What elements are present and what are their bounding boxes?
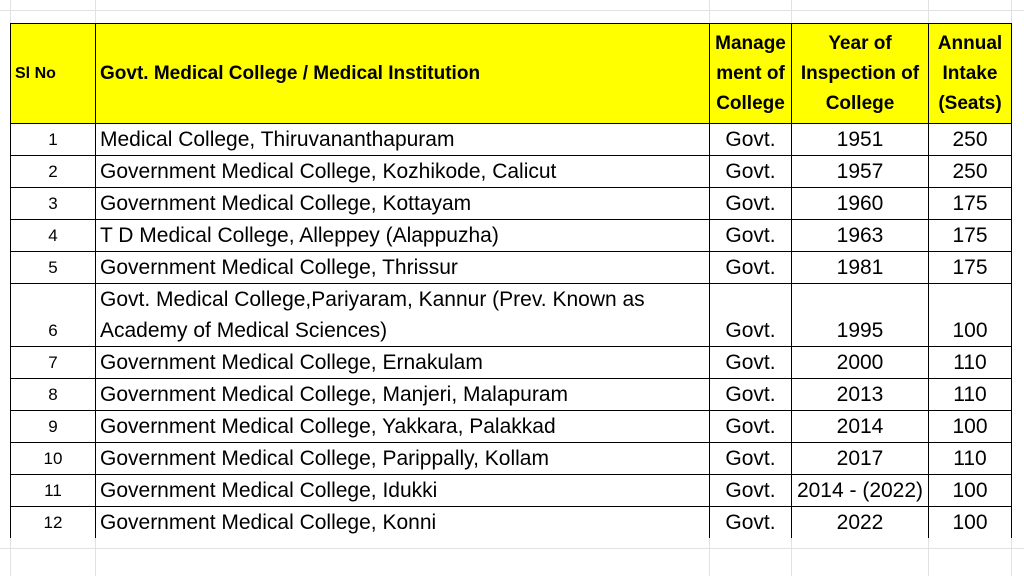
cell-institution[interactable]: Government Medical College, Kozhikode, Calicut (96, 156, 710, 188)
table-row (11, 379, 1012, 411)
cell-sl-no[interactable]: 4 (11, 220, 96, 252)
cell-management[interactable]: Govt. (710, 411, 792, 443)
cell-management[interactable]: Govt. (710, 347, 792, 379)
cell-year[interactable]: 2014 - (2022) (792, 475, 929, 507)
table-row (11, 156, 1012, 188)
cell-institution[interactable]: Government Medical College, Yakkara, Palakkad (96, 411, 710, 443)
cell-year[interactable]: 1957 (792, 156, 929, 188)
table-row (11, 220, 1012, 252)
cell-institution[interactable]: T D Medical College, Alleppey (Alappuzha) (96, 220, 710, 252)
cell-year[interactable]: 2017 (792, 443, 929, 475)
cell-intake[interactable]: 250 (929, 124, 1012, 156)
cell-management[interactable]: Govt. (710, 220, 792, 252)
table-row (11, 188, 1012, 220)
cell-intake[interactable]: 175 (929, 252, 1012, 284)
cell-intake[interactable]: 110 (929, 347, 1012, 379)
table-row (11, 411, 1012, 443)
table-row (11, 252, 1012, 284)
gridline (0, 10, 1024, 11)
cell-sl-no[interactable]: 7 (11, 347, 96, 379)
cell-sl-no[interactable]: 12 (11, 507, 96, 539)
cell-management[interactable]: Govt. (710, 156, 792, 188)
cell-management[interactable]: Govt. (710, 252, 792, 284)
cell-institution[interactable]: Government Medical College, Manjeri, Malapuram (96, 379, 710, 411)
cell-management[interactable]: Govt. (710, 379, 792, 411)
cell-intake[interactable]: 175 (929, 188, 1012, 220)
cell-institution[interactable]: Government Medical College, Idukki (96, 475, 710, 507)
cell-institution[interactable]: Medical College, Thiruvananthapuram (96, 124, 710, 156)
table-row (11, 507, 1012, 539)
cell-intake[interactable]: 175 (929, 220, 1012, 252)
cell-management[interactable]: Govt. (710, 284, 792, 347)
cell-sl-no[interactable]: 2 (11, 156, 96, 188)
cell-sl-no[interactable]: 6 (11, 284, 96, 347)
cell-intake[interactable]: 100 (929, 475, 1012, 507)
cell-sl-no[interactable]: 10 (11, 443, 96, 475)
cell-year[interactable]: 1963 (792, 220, 929, 252)
cell-institution[interactable]: Government Medical College, Thrissur (96, 252, 710, 284)
cell-management[interactable]: Govt. (710, 188, 792, 220)
gridline (0, 548, 1024, 549)
cell-institution[interactable]: Government Medical College, Kottayam (96, 188, 710, 220)
cell-intake[interactable]: 100 (929, 507, 1012, 539)
cell-year[interactable]: 2014 (792, 411, 929, 443)
cell-management[interactable]: Govt. (710, 443, 792, 475)
medical-colleges-table (10, 23, 1012, 538)
header-intake[interactable]: Annual Intake (Seats) (929, 24, 1012, 124)
cell-year[interactable]: 1995 (792, 284, 929, 347)
header-sl-no[interactable]: Sl No (11, 24, 96, 124)
table-row (11, 284, 1012, 347)
cell-intake[interactable]: 250 (929, 156, 1012, 188)
cell-year[interactable]: 2022 (792, 507, 929, 539)
cell-sl-no[interactable]: 3 (11, 188, 96, 220)
cell-sl-no[interactable]: 1 (11, 124, 96, 156)
cell-intake[interactable]: 110 (929, 379, 1012, 411)
cell-sl-no[interactable]: 8 (11, 379, 96, 411)
cell-institution[interactable]: Government Medical College, Konni (96, 507, 710, 539)
cell-institution[interactable]: Govt. Medical College,Pariyaram, Kannur (Prev. Known as Academy of Medical Sciences) (96, 284, 710, 347)
table-row (11, 475, 1012, 507)
cell-institution[interactable]: Government Medical College, Parippally, Kollam (96, 443, 710, 475)
cell-year[interactable]: 1981 (792, 252, 929, 284)
cell-management[interactable]: Govt. (710, 507, 792, 539)
cell-year[interactable]: 2013 (792, 379, 929, 411)
cell-intake[interactable]: 100 (929, 284, 1012, 347)
table-row (11, 124, 1012, 156)
header-year[interactable]: Year of Inspection of College (792, 24, 929, 124)
cell-year[interactable]: 2000 (792, 347, 929, 379)
cell-institution[interactable]: Government Medical College, Ernakulam (96, 347, 710, 379)
cell-year[interactable]: 1951 (792, 124, 929, 156)
header-row (11, 24, 1012, 124)
cell-intake[interactable]: 100 (929, 411, 1012, 443)
cell-intake[interactable]: 110 (929, 443, 1012, 475)
cell-management[interactable]: Govt. (710, 124, 792, 156)
cell-sl-no[interactable]: 11 (11, 475, 96, 507)
cell-year[interactable]: 1960 (792, 188, 929, 220)
table-row (11, 443, 1012, 475)
cell-sl-no[interactable]: 5 (11, 252, 96, 284)
header-management[interactable]: Manage ment of College (710, 24, 792, 124)
table-row (11, 347, 1012, 379)
header-institution[interactable]: Govt. Medical College / Medical Institution (96, 24, 710, 124)
cell-management[interactable]: Govt. (710, 475, 792, 507)
cell-sl-no[interactable]: 9 (11, 411, 96, 443)
